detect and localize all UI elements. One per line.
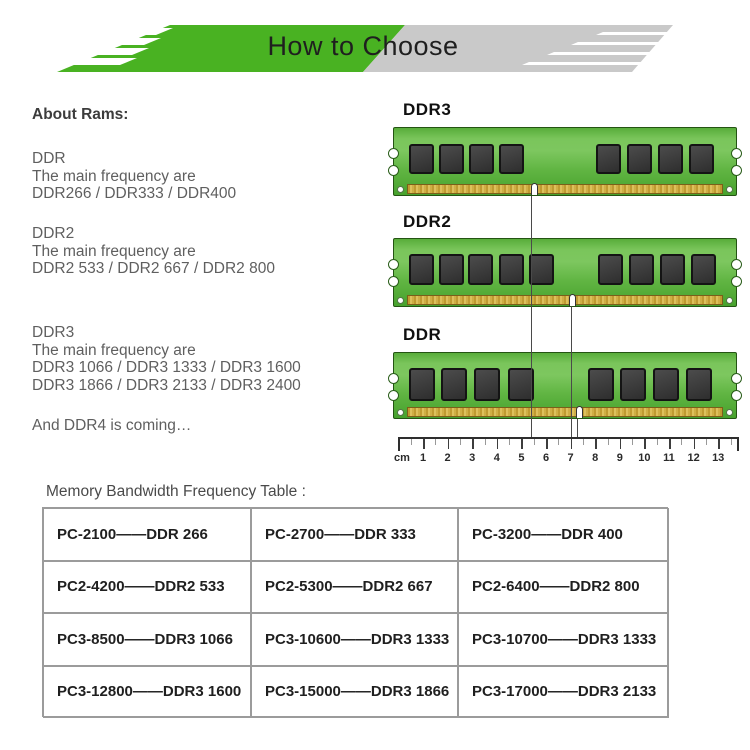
ruler-minor-tick <box>731 439 732 445</box>
ruler-minor-tick <box>534 439 535 445</box>
memory-chip <box>629 254 654 285</box>
ram-info-line: DDR266 / DDR333 / DDR400 <box>32 185 237 202</box>
memory-chip <box>598 254 623 285</box>
memory-chip <box>686 368 712 401</box>
table-cell: PC2-5300——DDR2 667 <box>251 561 458 614</box>
pin-notch <box>576 406 583 418</box>
edge-notch <box>731 276 742 287</box>
ruler-major-tick <box>546 439 548 449</box>
ram-info-line: The main frequency are <box>32 167 196 185</box>
table-cell: PC-2100——DDR 266 <box>43 508 251 561</box>
memory-chip <box>627 144 652 174</box>
table-cell: PC-3200——DDR 400 <box>458 508 669 561</box>
memory-chip <box>468 254 493 285</box>
ruler-major-tick <box>595 439 597 449</box>
memory-chip <box>439 254 464 285</box>
ram-module-board <box>393 352 737 419</box>
ram-info-name: DDR <box>32 150 66 167</box>
notch-pointer-line <box>577 419 578 437</box>
ruler-major-tick <box>521 439 523 449</box>
mounting-hole <box>726 297 733 304</box>
table-cell: PC3-17000——DDR3 2133 <box>458 666 669 719</box>
ruler-tick-label: 7 <box>567 452 574 464</box>
pin-notch <box>569 294 576 306</box>
ram-info-line: DDR3 1066 / DDR3 1333 / DDR3 1600 <box>32 359 301 376</box>
frequency-table <box>42 507 668 717</box>
ram-info-section <box>32 324 301 394</box>
ruler-major-tick <box>718 439 720 449</box>
banner-title: How to Choose <box>267 31 459 61</box>
edge-notch <box>388 390 399 401</box>
ruler-tick-label: 3 <box>469 452 476 464</box>
table-title: Memory Bandwidth Frequency Table : <box>46 483 306 500</box>
edge-notch <box>388 276 399 287</box>
mounting-hole <box>397 186 404 193</box>
ruler-minor-tick <box>460 439 461 445</box>
edge-notch <box>388 165 399 176</box>
memory-chip <box>529 254 554 285</box>
notch-pointer-line <box>531 196 532 437</box>
ruler-minor-tick <box>681 439 682 445</box>
gold-pins <box>407 407 723 417</box>
ruler-major-tick <box>497 439 499 449</box>
ruler-major-tick <box>620 439 622 449</box>
ram-info-line: The main frequency are <box>32 341 196 359</box>
edge-notch <box>731 373 742 384</box>
memory-chip <box>588 368 614 401</box>
ram-module-board <box>393 127 737 196</box>
edge-notch <box>731 259 742 270</box>
ruler-minor-tick <box>706 439 707 445</box>
ruler-minor-tick <box>558 439 559 445</box>
memory-chip <box>658 144 683 174</box>
ram-module-board <box>393 238 737 307</box>
ruler-minor-tick <box>657 439 658 445</box>
ram-info-section <box>32 225 275 278</box>
ram-info-line: DDR3 1866 / DDR3 2133 / DDR3 2400 <box>32 376 301 394</box>
notch-pointer-line <box>571 306 572 437</box>
mounting-hole <box>726 186 733 193</box>
ruler-minor-tick <box>632 439 633 445</box>
ruler-tick-label: 6 <box>542 452 550 464</box>
memory-chip <box>469 144 494 174</box>
ruler-minor-tick <box>608 439 609 445</box>
table-cell: PC3-12800——DDR3 1600 <box>43 666 251 719</box>
ruler-tick-label: 2 <box>444 452 451 464</box>
gold-pins <box>407 184 723 194</box>
memory-chip <box>499 254 524 285</box>
memory-chip <box>474 368 500 401</box>
ram-info-line: The main frequency are <box>32 242 196 260</box>
ram-module-label: DDR <box>403 325 442 344</box>
edge-notch <box>731 148 742 159</box>
edge-notch <box>388 373 399 384</box>
memory-chip <box>499 144 524 174</box>
ruler-baseline <box>398 437 739 439</box>
memory-chip <box>620 368 646 401</box>
ruler-minor-tick <box>435 439 436 445</box>
ruler-minor-tick <box>583 439 584 445</box>
pin-notch <box>531 183 538 195</box>
mounting-hole <box>397 297 404 304</box>
table-cell: PC2-6400——DDR2 800 <box>458 561 669 614</box>
mounting-hole <box>726 409 733 416</box>
ruler-minor-tick <box>411 439 412 445</box>
about-title: About Rams: <box>32 106 129 123</box>
table-cell: PC3-10700——DDR3 1333 <box>458 613 669 666</box>
ram-module-label: DDR3 <box>403 100 452 119</box>
edge-notch <box>388 148 399 159</box>
table-cell: PC3-15000——DDR3 1866 <box>251 666 458 719</box>
ruler-tick-label: 10 <box>638 452 651 464</box>
ruler-right-cap <box>737 437 739 451</box>
ruler-tick-label: 4 <box>493 452 500 464</box>
memory-chip <box>691 254 716 285</box>
ruler-unit-label: cm <box>394 452 410 464</box>
ruler-minor-tick <box>485 439 486 445</box>
ruler-tick-label: 1 <box>419 452 427 464</box>
ruler-tick-label: 13 <box>712 452 725 464</box>
memory-chip <box>596 144 621 174</box>
edge-notch <box>731 165 742 176</box>
memory-chip <box>409 368 435 401</box>
ram-module-label: DDR2 <box>403 212 452 231</box>
ruler-tick-label: 12 <box>687 452 700 464</box>
table-cell: PC3-8500——DDR3 1066 <box>43 613 251 666</box>
ruler-major-tick <box>694 439 696 449</box>
edge-notch <box>388 259 399 270</box>
ruler-major-tick <box>571 439 573 449</box>
table-cell: PC2-4200——DDR2 533 <box>43 561 251 614</box>
table-cell: PC-2700——DDR 333 <box>251 508 458 561</box>
ruler-major-tick <box>423 439 425 449</box>
memory-chip <box>439 144 464 174</box>
table-cell: PC3-10600——DDR3 1333 <box>251 613 458 666</box>
ruler-major-tick <box>644 439 646 449</box>
ruler-tick-label: 8 <box>592 452 599 464</box>
ram-info-line: DDR2 533 / DDR2 667 / DDR2 800 <box>32 260 275 277</box>
ruler-left-cap <box>398 437 400 451</box>
ram-info-section <box>32 150 236 203</box>
ruler-tick-label: 5 <box>518 452 525 464</box>
ram-info-name: DDR3 <box>32 324 75 341</box>
ruler-major-tick <box>448 439 450 449</box>
memory-chip <box>409 254 434 285</box>
edge-notch <box>731 390 742 401</box>
ruler-tick-label: 9 <box>616 452 623 464</box>
ddr4-coming-note: And DDR4 is coming… <box>32 417 192 434</box>
ruler-tick-label: 11 <box>663 452 675 464</box>
memory-chip <box>689 144 714 174</box>
mounting-hole <box>397 409 404 416</box>
ruler-minor-tick <box>509 439 510 445</box>
gold-pins <box>407 295 723 305</box>
ruler <box>394 437 739 467</box>
memory-chip <box>409 144 434 174</box>
ruler-major-tick <box>472 439 474 449</box>
ruler-major-tick <box>669 439 671 449</box>
memory-chip <box>441 368 467 401</box>
memory-chip <box>660 254 685 285</box>
memory-chip <box>653 368 679 401</box>
ram-info-name: DDR2 <box>32 225 75 242</box>
